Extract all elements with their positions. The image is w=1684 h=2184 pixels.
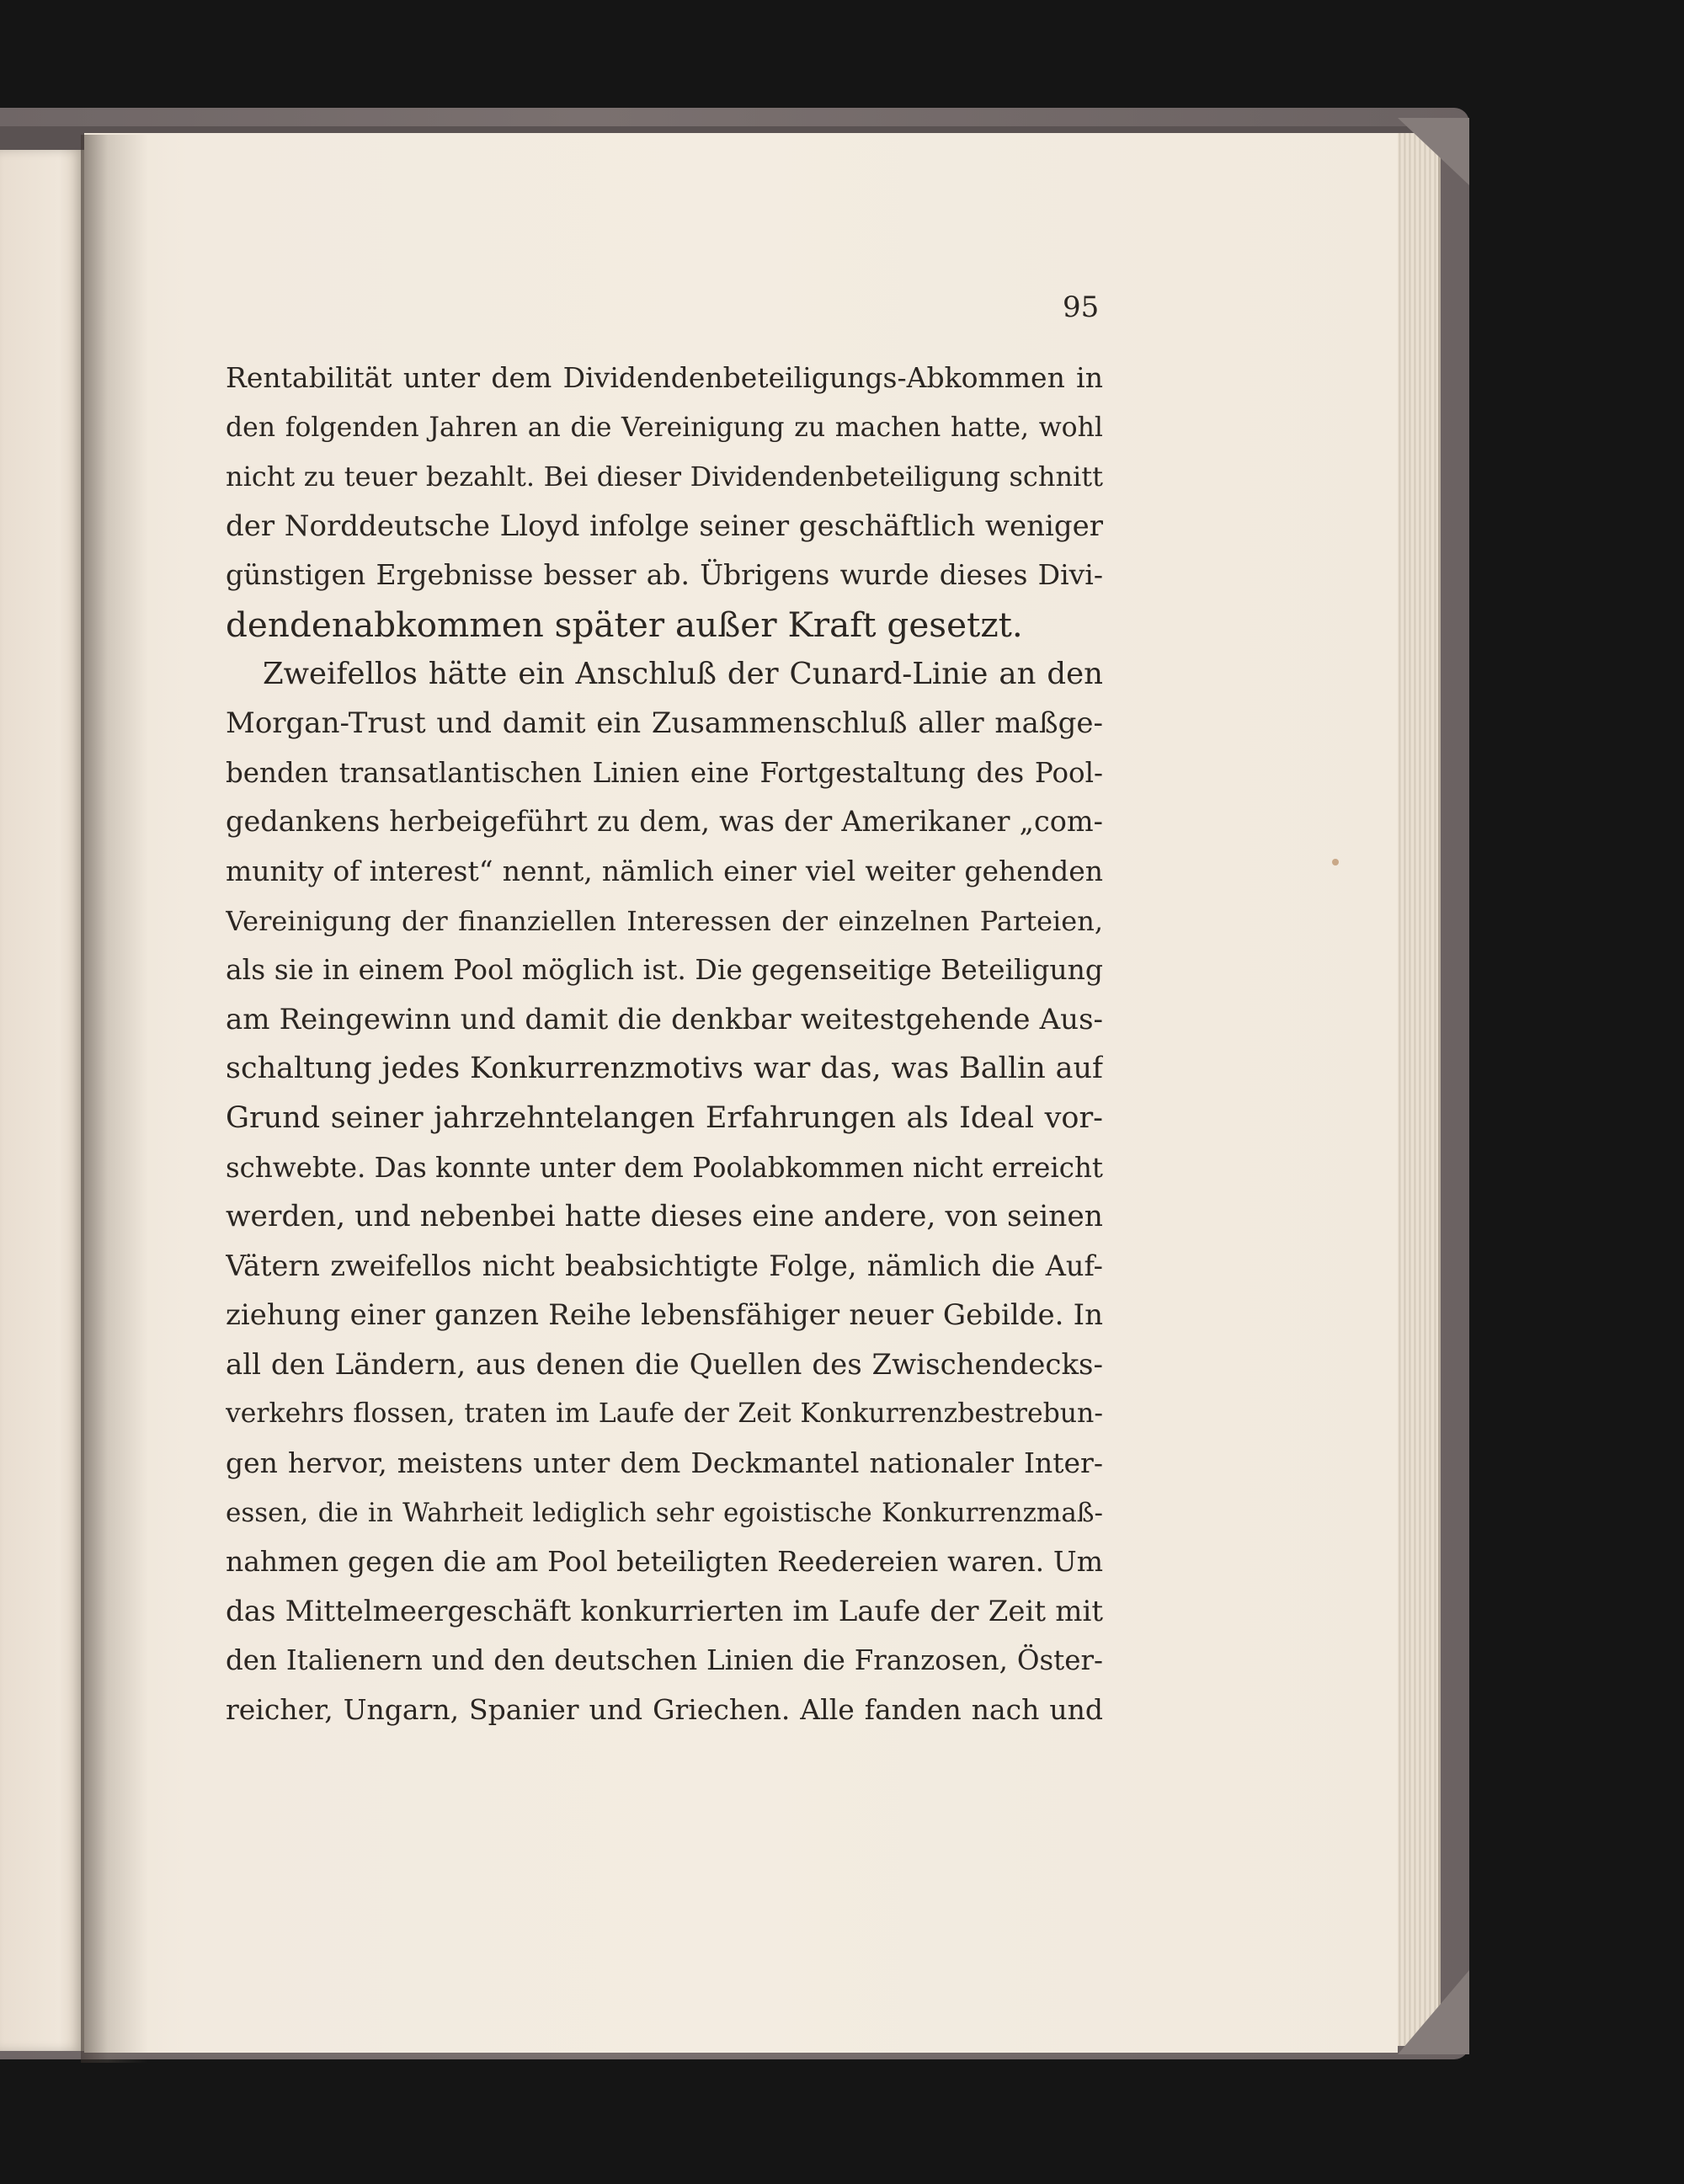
text-line: Grund seiner jahrzehntelangen Erfahrungen als Ideal vor-: [226, 1100, 1103, 1135]
text-line: ziehung einer ganzen Reihe lebensfähiger neuer Gebilde. In: [226, 1298, 1103, 1333]
text-line: Rentabilität unter dem Dividendenbeteiligungs-Abkommen in: [226, 361, 1103, 394]
text-line: Vätern zweifellos nicht beabsichtigte Folge, nämlich die Auf-: [226, 1249, 1103, 1282]
text-line: den folgenden Jahren an die Vereinigung zu machen hatte, wohl: [226, 412, 1103, 443]
text-line: munity of interest“ nennt, nämlich einer viel weiter gehenden: [226, 854, 1103, 887]
text-line: reicher, Ungarn, Spanier und Griechen. Alle fanden nach und: [226, 1693, 1103, 1727]
paper-speck: [1332, 859, 1339, 866]
text-line: nahmen gegen die am Pool beteiligten Reedereien waren. Um: [226, 1545, 1103, 1579]
gutter-shadow: [81, 135, 148, 2063]
text-line: werden, und nebenbei hatte dieses eine andere, von seinen: [226, 1200, 1103, 1234]
text-line: schaltung jedes Konkurrenzmotivs war das, was Ballin auf: [226, 1052, 1103, 1086]
text-line: schwebte. Das konnte unter dem Poolabkommen nicht erreicht: [226, 1151, 1103, 1184]
text-line: all den Ländern, aus denen die Quellen des Zwischendecks-: [226, 1347, 1103, 1382]
text-line: den Italienern und den deutschen Linien die Franzosen, Öster-: [226, 1644, 1103, 1677]
text-line: nicht zu teuer bezahlt. Bei dieser Dividendenbeteiligung schnitt: [226, 461, 1103, 493]
text-line: gen hervor, meistens unter dem Deckmantel nationaler Inter-: [226, 1446, 1103, 1480]
body-text: [226, 354, 1103, 1735]
page-number: 95: [1063, 290, 1100, 324]
text-line: benden transatlantischen Linien eine Fortgestaltung des Pool-: [226, 756, 1103, 789]
text-line: gedankens herbeigeführt zu dem, was der Amerikaner „com-: [226, 805, 1103, 839]
text-line: Morgan-Trust und damit ein Zusammenschluß aller maßge-: [226, 706, 1103, 741]
text-line: Vereinigung der finanziellen Interessen der einzelnen Parteien,: [226, 904, 1103, 937]
text-line: als sie in einem Pool möglich ist. Die gegenseitige Beteiligung: [226, 953, 1103, 987]
text-line: essen, die in Wahrheit lediglich sehr egoistische Konkurrenzmaß-: [226, 1497, 1103, 1528]
text-line: am Reingewinn und damit die denkbar weitestgehende Aus-: [226, 1002, 1103, 1036]
text-line: der Norddeutsche Lloyd infolge seiner geschäftlich weniger: [226, 509, 1103, 543]
text-line: Zweifellos hätte ein Anschluß der Cunard-Linie an den: [263, 656, 1103, 691]
text-line: günstigen Ergebnisse besser ab. Übrigens wurde dieses Divi-: [226, 558, 1103, 592]
text-line: verkehrs flossen, traten im Laufe der Zeit Konkurrenzbestrebun-: [226, 1398, 1103, 1430]
text-line: dendenabkommen später außer Kraft gesetzt.: [226, 604, 1023, 645]
left-page: [0, 150, 84, 2051]
text-line: das Mittelmeergeschäft konkurrierten im Laufe der Zeit mit: [226, 1594, 1103, 1628]
